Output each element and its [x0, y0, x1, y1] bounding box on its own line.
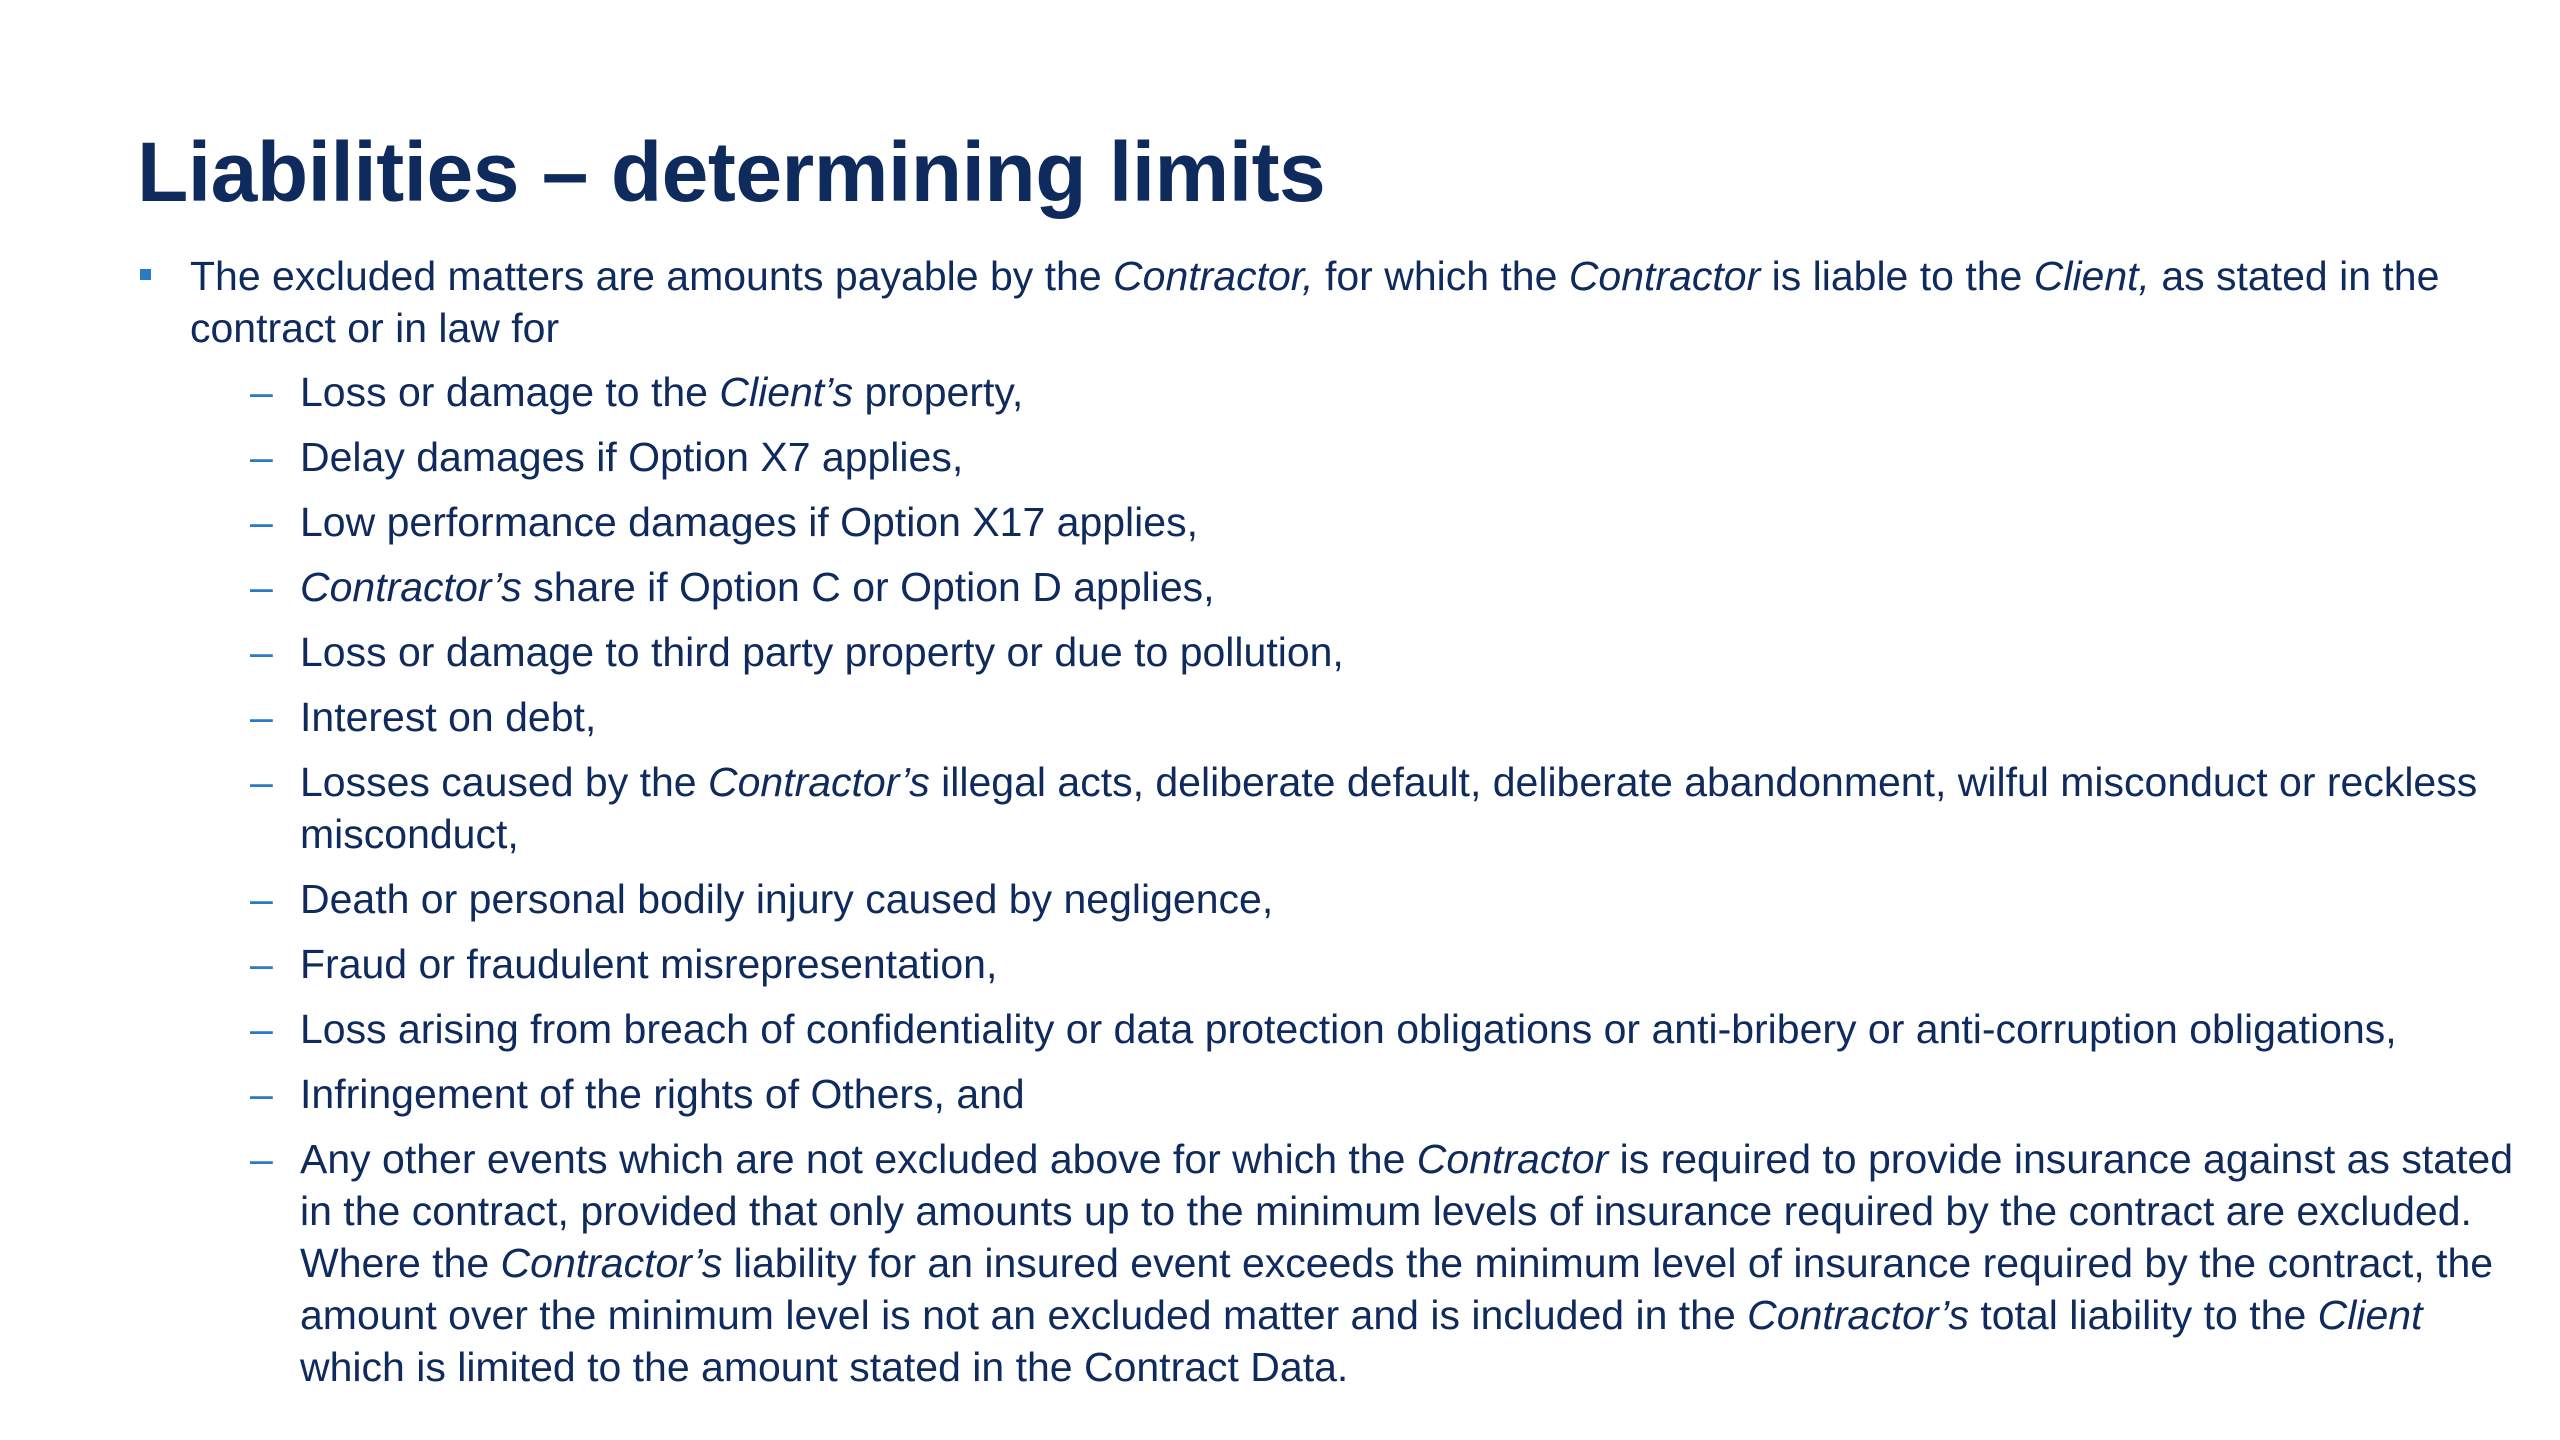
item-text: Death or personal bodily injury caused by negligence, [300, 876, 1274, 922]
item-text: Loss arising from breach of confidentiality or data protection obligations or anti-bribery or anti-corruption obligations, [300, 1006, 2397, 1052]
intro-text: The excluded matters are amounts payable by the [190, 253, 1114, 299]
item-text: share if Option C or Option D applies, [521, 564, 1215, 610]
item-text: Low performance damages if Option X17 applies, [300, 499, 1198, 545]
item-term: Contractor [1416, 1136, 1609, 1182]
item-text: illegal acts, deliberate default, deliberate abandonment, wilful misconduct or reckless misconduct, [300, 759, 2478, 857]
item-text: Loss or damage to third party property or due to pollution, [300, 629, 1344, 675]
item-text: is required to provide insurance against as stated in the contract, provided that only amounts up to the minimum levels of insurance required by the contract are excluded. Where the [300, 1136, 2514, 1286]
dash-bullet-icon: – [250, 1136, 273, 1182]
list-item [190, 561, 2527, 613]
excluded-matters-list [190, 366, 2527, 1393]
dash-bullet-icon: – [250, 694, 273, 740]
dash-bullet-icon: – [250, 941, 273, 987]
intro-term-contractor: Contractor [1568, 253, 1761, 299]
item-text: property, [853, 369, 1024, 415]
intro-term-contractor: Contractor, [1113, 253, 1314, 299]
list-item [190, 1133, 2527, 1393]
item-text: Any other events which are not excluded above for which the [300, 1136, 1417, 1182]
list-item [190, 1003, 2527, 1055]
dash-bullet-icon: – [250, 369, 273, 415]
intro-text: is liable to the [1760, 253, 2034, 299]
list-item [190, 366, 2527, 418]
dash-bullet-icon: – [250, 1071, 273, 1117]
item-term: Contractor’s [1747, 1292, 1969, 1338]
list-item [190, 1068, 2527, 1120]
list-item [190, 626, 2527, 678]
intro-bullet [137, 250, 2527, 1393]
dash-bullet-icon: – [250, 629, 273, 675]
dash-bullet-icon: – [250, 876, 273, 922]
list-item [190, 431, 2527, 483]
intro-text: for which the [1313, 253, 1569, 299]
item-text: which is limited to the amount stated in the Contract Data. [300, 1344, 1349, 1390]
square-bullet-icon [140, 269, 151, 280]
item-text: total liability to the [1968, 1292, 2318, 1338]
item-term: Contractor’s [707, 759, 930, 805]
item-term: Client [2317, 1292, 2423, 1338]
intro-text: as stated in the contract or in law for [190, 253, 2440, 351]
item-term: Contractor’s [500, 1240, 723, 1286]
dash-bullet-icon: – [250, 1006, 273, 1052]
slide-title: Liabilities – determining limits [137, 125, 1326, 219]
list-item [190, 756, 2527, 860]
dash-bullet-icon: – [250, 564, 273, 610]
dash-bullet-icon: – [250, 434, 273, 480]
dash-bullet-icon: – [250, 499, 273, 545]
item-text: Loss or damage to the [300, 369, 720, 415]
list-item [190, 691, 2527, 743]
item-text: Delay damages if Option X7 applies, [300, 434, 964, 480]
item-text: Fraud or fraudulent misrepresentation, [300, 941, 998, 987]
list-item [190, 938, 2527, 990]
item-term: Client’s [719, 369, 854, 415]
intro-term-client: Client, [2033, 253, 2150, 299]
item-text: liability for an insured event exceeds the minimum level of insurance required by the contract, the amount over the minimum level is not an excluded matter and is included in the [300, 1240, 2494, 1338]
item-term: Contractor’s [300, 564, 522, 610]
item-text: Infringement of the rights of Others, and [300, 1071, 1025, 1117]
list-item [190, 873, 2527, 925]
slide-body [137, 250, 2527, 1406]
list-item [190, 496, 2527, 548]
dash-bullet-icon: – [250, 759, 273, 805]
item-text: Interest on debt, [300, 694, 597, 740]
item-text: Losses caused by the [300, 759, 708, 805]
